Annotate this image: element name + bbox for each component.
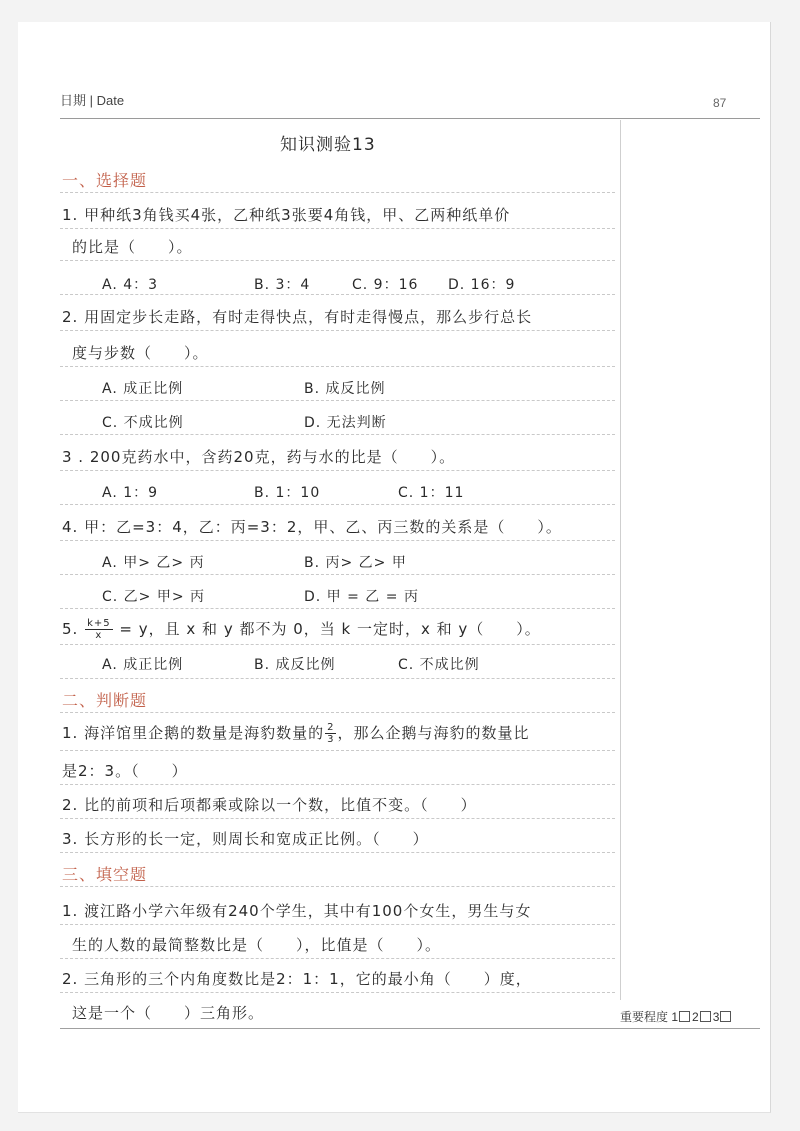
q5-fraction-denominator: x — [95, 630, 103, 641]
importance-level-2: 2 — [692, 1010, 699, 1024]
section-heading-judge: 二、判断题 — [62, 691, 148, 710]
q4-option-b: B. 丙> 乙> 甲 — [304, 555, 407, 571]
section-heading-fill: 三、填空题 — [62, 865, 148, 884]
q3-option-a: A. 1：9 — [102, 485, 159, 501]
ruled-line — [60, 608, 615, 609]
q1-option-a: A. 4：3 — [102, 277, 159, 293]
q3-option-c: C. 1：11 — [398, 485, 465, 501]
ruled-line — [60, 678, 615, 679]
date-label: 日期 | Date — [60, 93, 125, 108]
ruled-line — [60, 886, 615, 887]
q5-option-b: B. 成反比例 — [254, 657, 336, 673]
ruled-line — [60, 294, 615, 295]
judge-3-line1: 3. 长方形的长一定，则周长和宽成正比例。（ ） — [62, 830, 429, 848]
q4-option-a: A. 甲> 乙> 丙 — [102, 555, 205, 571]
ruled-line — [60, 330, 615, 331]
fill-2-line2: 这是一个（ ）三角形。 — [72, 1004, 265, 1022]
q1-option-b: B. 3：4 — [254, 277, 311, 293]
ruled-line — [60, 228, 615, 229]
section-heading-choice: 一、选择题 — [62, 171, 148, 190]
judge-1-text-a: 1. 海洋馆里企鹅的数量是海豹数量的 — [62, 724, 325, 742]
question-2-line1: 2. 用固定步长走路，有时走得快点，有时走得慢点，那么步行总长 — [62, 308, 533, 326]
ruled-line — [60, 644, 615, 645]
ruled-line — [60, 818, 615, 819]
q1-option-d: D. 16：9 — [448, 277, 516, 293]
fill-2-line1: 2. 三角形的三个内角度数比是2：1：1，它的最小角（ ）度， — [62, 970, 532, 988]
ruled-line — [60, 958, 615, 959]
fill-1-line2: 生的人数的最简整数比是（ ），比值是（ ）。 — [72, 936, 442, 954]
q2-option-a: A. 成正比例 — [102, 381, 184, 397]
importance-level-1: 1 — [671, 1010, 679, 1024]
q5-prefix: 5. — [62, 620, 79, 638]
ruled-line — [60, 260, 615, 261]
notes-column-rule — [620, 120, 621, 1000]
q4-option-c: C. 乙> 甲> 丙 — [102, 589, 206, 605]
q2-option-c: C. 不成比例 — [102, 415, 184, 431]
q5-fraction-numerator: k+5 — [87, 618, 111, 629]
q2-option-b: B. 成反比例 — [304, 381, 386, 397]
ruled-line — [60, 540, 615, 541]
q3-option-b: B. 1：10 — [254, 485, 321, 501]
q2-option-d: D. 无法判断 — [304, 415, 387, 431]
ruled-line — [60, 852, 615, 853]
judge-2-line1: 2. 比的前项和后项都乘或除以一个数，比值不变。（ ） — [62, 796, 477, 814]
page-number: 87 — [713, 96, 727, 110]
q5-fraction — [85, 618, 113, 641]
ruled-line — [60, 192, 615, 193]
q5-option-c: C. 不成比例 — [398, 657, 480, 673]
ruled-line — [60, 574, 615, 575]
question-1-line2: 的比是（ ）。 — [72, 238, 193, 256]
q5-option-a: A. 成正比例 — [102, 657, 184, 673]
importance-label: 重要程度 — [620, 1010, 669, 1024]
question-5-line1 — [62, 618, 541, 641]
notebook-page — [18, 22, 771, 1113]
q1-option-c: C. 9：16 — [352, 277, 419, 293]
judge-1-line2: 是2：3。（ ） — [62, 762, 188, 780]
judge-1-fraction-denominator: 3 — [327, 734, 335, 745]
importance-checkbox-3[interactable] — [720, 1011, 731, 1022]
header-rule — [60, 118, 760, 119]
importance-rating — [620, 1008, 733, 1025]
importance-checkbox-1[interactable] — [679, 1011, 690, 1022]
judge-1-text-b: ，那么企鹅与海豹的数量比 — [337, 724, 530, 742]
ruled-line — [60, 992, 615, 993]
ruled-line — [60, 366, 615, 367]
ruled-line — [60, 434, 615, 435]
question-1-line1: 1. 甲种纸3角钱买4张，乙种纸3张要4角钱，甲、乙两种纸单价 — [62, 206, 511, 224]
question-2-line2: 度与步数（ ）。 — [72, 344, 209, 362]
importance-checkbox-2[interactable] — [700, 1011, 711, 1022]
judge-1-fraction-numerator: 2 — [327, 722, 335, 733]
q5-rest: = y，且 x 和 y 都不为 0，当 k 一定时，x 和 y（ ）。 — [119, 620, 541, 638]
ruled-line — [60, 400, 615, 401]
page-title: 知识测验13 — [280, 135, 376, 155]
importance-level-3: 3 — [712, 1010, 720, 1024]
ruled-line — [60, 924, 615, 925]
ruled-line — [60, 504, 615, 505]
bottom-rule — [60, 1028, 760, 1029]
q4-option-d: D. 甲 = 乙 = 丙 — [304, 589, 419, 605]
question-3-line1: 3 . 200克药水中，含药20克，药与水的比是（ ）。 — [62, 448, 456, 466]
fill-1-line1: 1. 渡江路小学六年级有240个学生，其中有100个女生，男生与女 — [62, 902, 532, 920]
ruled-line — [60, 470, 615, 471]
judge-1-fraction — [325, 722, 336, 745]
ruled-line — [60, 784, 615, 785]
question-4-line1: 4. 甲：乙=3：4，乙：丙=3：2，甲、乙、丙三数的关系是（ ）。 — [62, 518, 562, 536]
ruled-line — [60, 750, 615, 751]
judge-1-line1 — [62, 722, 529, 745]
ruled-line — [60, 712, 615, 713]
